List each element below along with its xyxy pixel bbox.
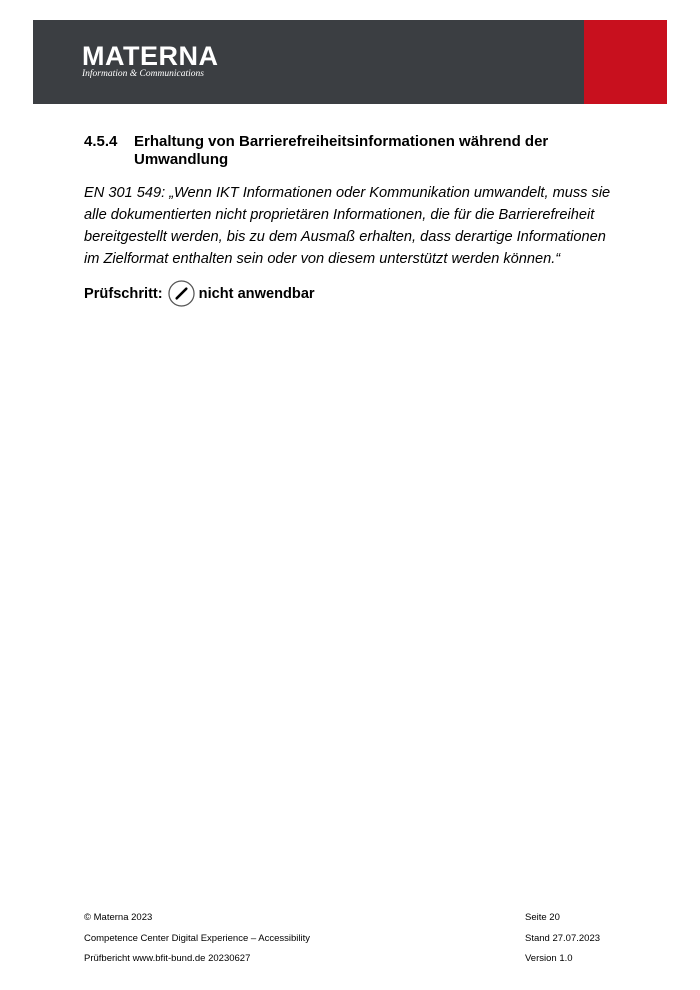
page-header bbox=[33, 20, 667, 104]
logo-tagline: Information & Communications bbox=[82, 69, 204, 79]
section-4-5-4 bbox=[84, 133, 624, 307]
materna-logo: MATERNA bbox=[82, 41, 219, 71]
not-applicable-slash-icon bbox=[168, 280, 195, 307]
footer-page-number: Seite 20 bbox=[525, 912, 560, 923]
standard-quote: EN 301 549: „Wenn IKT Informationen oder Kommunikation umwandelt, muss sie alle dokumentierten nicht proprietären Informationen, die für die Barrierefreiheit bereitgestellt werden, bis zu dem Ausmaß erhalten, dass derartige Informationen im Zielformat enthalten sein oder von diesem unterstützt werden können.“ bbox=[84, 185, 611, 267]
footer-row bbox=[84, 912, 601, 933]
footer-report-id: Prüfbericht www.bfit-bund.de 20230627 bbox=[84, 953, 251, 964]
footer-copyright: © Materna 2023 bbox=[84, 912, 153, 923]
footer-department: Competence Center Digital Experience – Accessibility bbox=[84, 932, 310, 944]
section-title: Erhaltung von Barrierefreiheitsinformationen während der Umwandlung bbox=[134, 133, 549, 168]
check-status bbox=[84, 280, 624, 307]
check-label: Prüfschritt: bbox=[84, 285, 163, 302]
page-footer bbox=[84, 912, 601, 974]
header-accent-block bbox=[584, 20, 667, 104]
section-number: 4.5.4 bbox=[84, 133, 118, 150]
check-result: nicht anwendbar bbox=[198, 285, 315, 302]
footer-date: Stand 27.07.2023 bbox=[525, 932, 601, 944]
footer-row bbox=[84, 933, 601, 954]
section-heading bbox=[84, 133, 624, 169]
header-dark-band bbox=[33, 20, 584, 104]
footer-version: Version 1.0 bbox=[525, 953, 573, 964]
footer-row bbox=[84, 953, 601, 974]
